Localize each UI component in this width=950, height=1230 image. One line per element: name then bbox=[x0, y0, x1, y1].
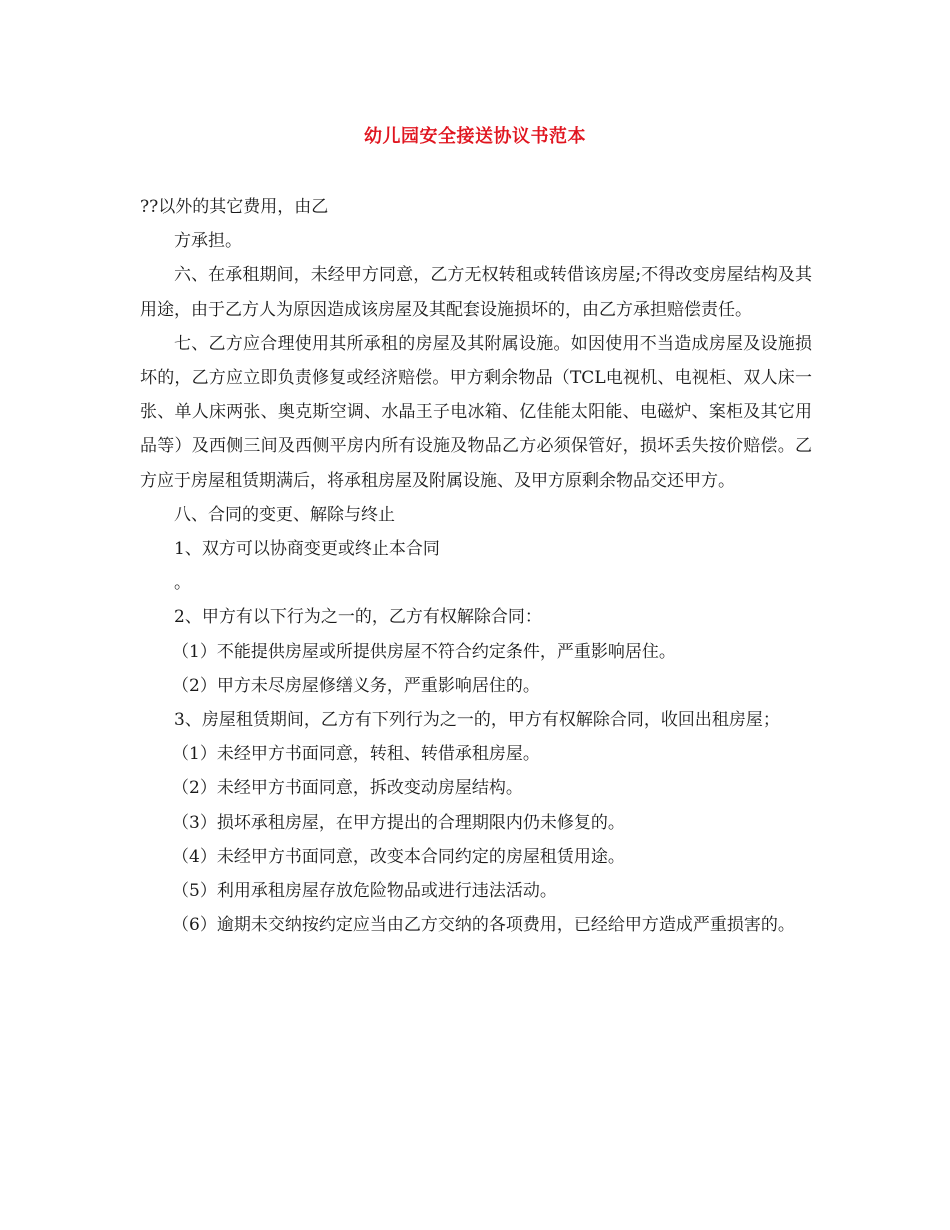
clause-eight-item-2: 2、甲方有以下行为之一的，乙方有权解除合同： bbox=[174, 607, 542, 628]
document-title: 幼儿园安全接送协议书范本 bbox=[364, 126, 586, 147]
item-3-sub-6: （6）逾期未交纳按约定应当由乙方交纳的各项费用，已经给甲方造成严重损害的。 bbox=[172, 915, 795, 936]
item-3-sub-4: （4）未经甲方书面同意，改变本合同约定的房屋租赁用途。 bbox=[172, 846, 625, 867]
item-3-sub-3: （3）损坏承租房屋，在甲方提出的合理期限内仍未修复的。 bbox=[172, 812, 625, 833]
item-2-sub-1: （1）不能提供房屋或所提供房屋不符合约定条件，严重影响居住。 bbox=[172, 641, 676, 662]
clause-seven: 七、乙方应合理使用其所承租的房屋及其附属设施。如因使用不当造成房屋及设施损坏的，乙方应立即负责修复或经济赔偿。甲方剩余物品（TCL电视机、电视柜、双人床一张、单人床两张、奥克斯空调、水晶王子电冰箱、亿佳能太阳能、电磁炉、案柜及其它用品等）及西侧三间及西侧平房内所有设施及物品乙方必须保管好，损坏丢失按价赔偿。乙方应于房屋租赁期满后，将承租房屋及附属设施、及甲方原剩余物品交还甲方。 bbox=[140, 333, 812, 491]
paragraph-fragment-continued: 方承担。 bbox=[174, 231, 242, 252]
item-3-sub-5: （5）利用承租房屋存放危险物品或进行违法活动。 bbox=[172, 881, 557, 902]
clause-eight-item-3: 3、房屋租赁期间，乙方有下列行为之一的，甲方有权解除合同，收回出租房屋； bbox=[174, 710, 780, 731]
clause-six: 六、在承租期间，未经甲方同意，乙方无权转租或转借该房屋;不得改变房屋结构及其用途，由于乙方人为原因造成该房屋及其配套设施损坏的，由乙方承担赔偿责任。 bbox=[140, 265, 812, 320]
clause-eight-item-1-continued: 。 bbox=[174, 573, 191, 594]
clause-eight-heading: 八、合同的变更、解除与终止 bbox=[174, 504, 395, 525]
document-body bbox=[140, 190, 812, 942]
paragraph-fragment: ??以外的其它费用，由乙 bbox=[140, 197, 329, 217]
item-2-sub-2: （2）甲方未尽房屋修缮义务，严重影响居住的。 bbox=[172, 675, 540, 696]
clause-eight-item-1: 1、双方可以协商变更或终止本合同 bbox=[174, 539, 440, 560]
item-3-sub-2: （2）未经甲方书面同意，拆改变动房屋结构。 bbox=[172, 778, 523, 799]
item-3-sub-1: （1）未经甲方书面同意，转租、转借承租房屋。 bbox=[172, 744, 540, 765]
